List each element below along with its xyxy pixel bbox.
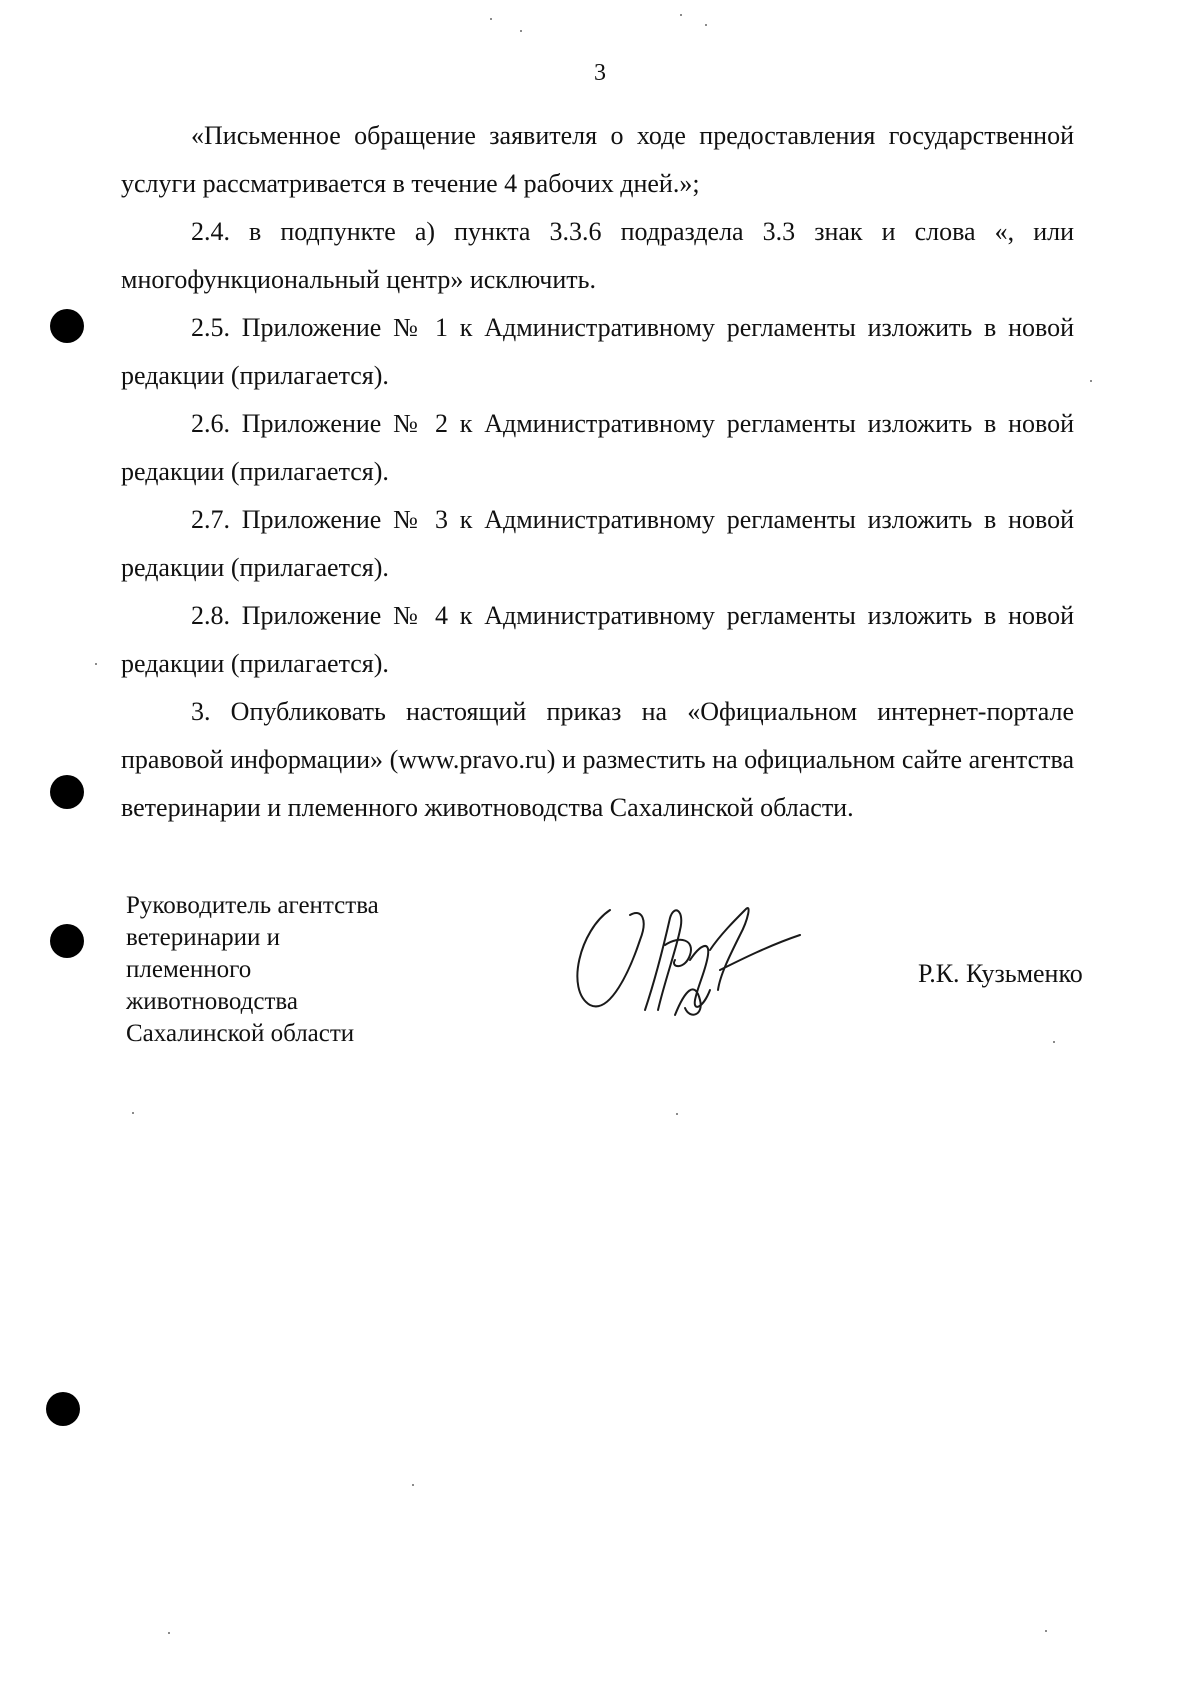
paragraph-3-publish: 3. Опубликовать настоящий приказ на «Официальном интернет-портале правовой информации» (www.pravo.ru) и разместить на официальном сайте агентства ветеринарии и племенного животноводства Сахалинской области. xyxy=(121,697,1074,822)
scan-speck xyxy=(680,14,682,16)
paragraph-2-4: 2.4. в подпункте а) пункта 3.3.6 подраздела 3.3 знак и слова «, или многофункциональный центр» исключить. xyxy=(121,217,1074,294)
paragraph-2-6: 2.6. Приложение № 2 к Административному регламенты изложить в новой редакции (прилагается). xyxy=(121,409,1074,486)
signer-position-line: ветеринарии и xyxy=(126,924,281,951)
signer-position xyxy=(126,890,446,1050)
handwritten-signature xyxy=(570,890,820,1040)
scan-speck xyxy=(1045,1630,1047,1632)
signer-position-line: Сахалинской области xyxy=(126,1020,355,1047)
hole-punch-mark xyxy=(50,924,84,958)
page-number: 3 xyxy=(594,60,606,86)
scan-speck xyxy=(520,30,522,32)
scan-speck xyxy=(168,1632,170,1634)
paragraph-2-7: 2.7. Приложение № 3 к Административному регламенты изложить в новой редакции (прилагается). xyxy=(121,505,1074,582)
scan-speck xyxy=(412,1484,414,1486)
signer-position-line: племенного xyxy=(126,956,252,983)
scan-speck xyxy=(1090,380,1092,382)
hole-punch-mark xyxy=(50,309,84,343)
paragraph-2-5: 2.5. Приложение № 1 к Административному регламенты изложить в новой редакции (прилагается). xyxy=(121,313,1074,390)
scan-speck xyxy=(705,24,707,26)
scan-speck xyxy=(676,1113,678,1115)
signer-position-line: Руководитель агентства xyxy=(126,892,379,919)
scan-speck xyxy=(490,18,492,20)
signer-name: Р.К. Кузьменко xyxy=(918,959,1083,988)
paragraph-2-8: 2.8. Приложение № 4 к Административному регламенты изложить в новой редакции (прилагается). xyxy=(121,601,1074,678)
hole-punch-mark xyxy=(46,1392,80,1426)
scan-speck xyxy=(1053,1041,1055,1043)
hole-punch-mark xyxy=(50,775,84,809)
document-body xyxy=(121,112,1074,832)
scan-speck xyxy=(95,663,97,665)
paragraph-letter-review: «Письменное обращение заявителя о ходе предоставления государственной услуги рассматривается в течение 4 рабочих дней.»; xyxy=(121,121,1074,198)
signer-position-line: животноводства xyxy=(126,988,298,1015)
scan-speck xyxy=(132,1112,134,1114)
